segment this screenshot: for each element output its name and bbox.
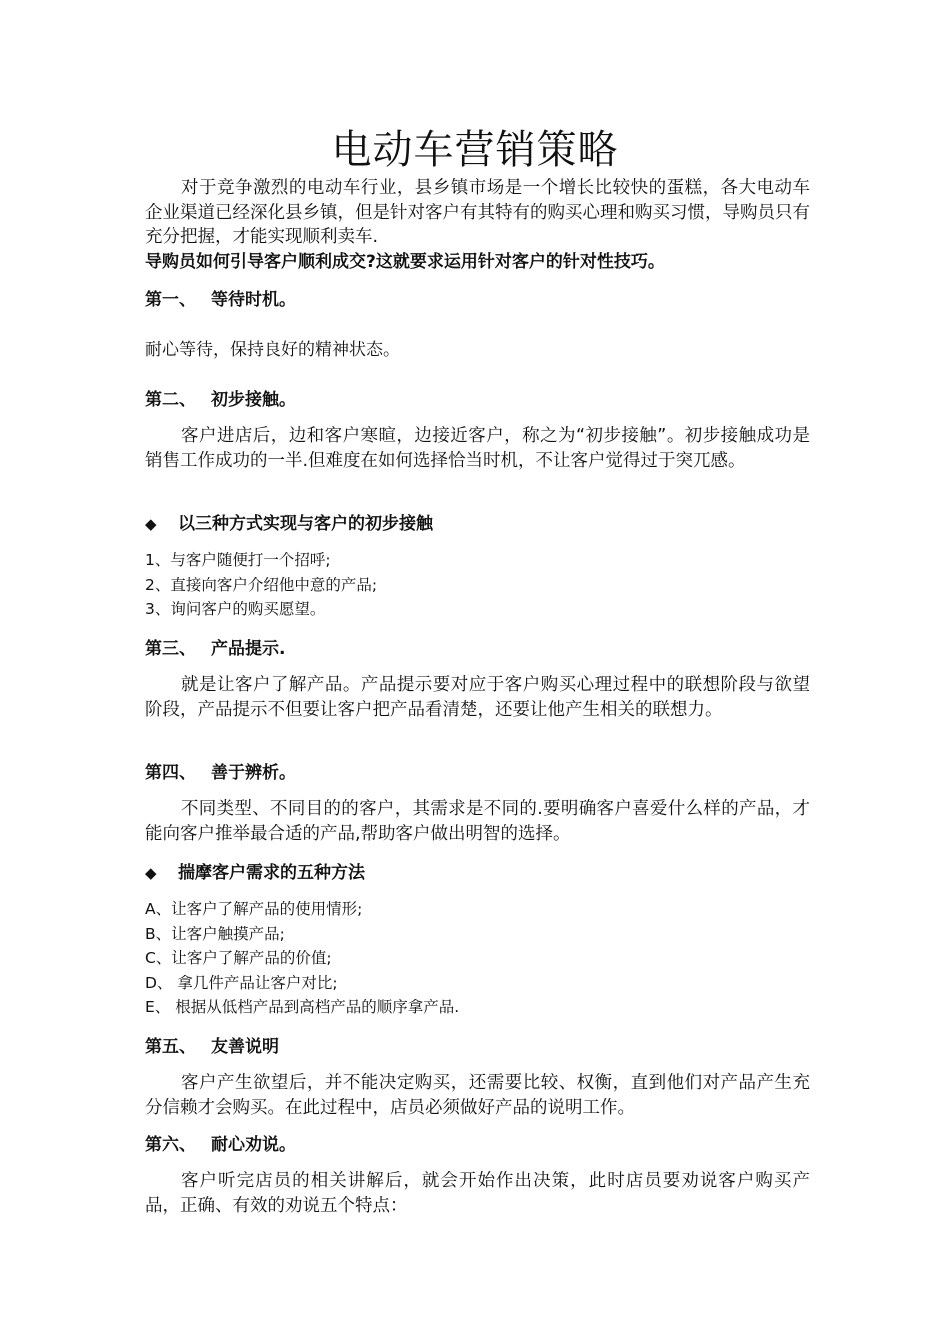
section-label: 第四、 bbox=[145, 763, 196, 783]
diamond-bullet-icon: ◆ bbox=[145, 864, 157, 882]
subsection-heading-2 bbox=[145, 861, 810, 885]
section-title: 产品提示. bbox=[211, 639, 286, 659]
list-item: B、让客户触摸产品; bbox=[145, 924, 285, 943]
section-heading-2 bbox=[145, 388, 810, 412]
section-label: 第三、 bbox=[145, 639, 196, 659]
list-item: 2、直接向客户介绍他中意的产品; bbox=[145, 575, 378, 594]
section-title: 初步接触。 bbox=[211, 390, 296, 410]
subsection-title: 揣摩客户需求的五种方法 bbox=[178, 863, 365, 883]
section-label: 第一、 bbox=[145, 290, 196, 310]
list-item: E、 根据从低档产品到高档产品的顺序拿产品. bbox=[145, 998, 460, 1016]
intro-paragraph: 对于竞争激烈的电动车行业，县乡镇市场是一个增长比较快的蛋糕，各大电动车企业渠道已经深化县乡镇，但是针对客户有其特有的购买心理和购买习惯，导购员只有充分把握，才能实现顺利卖车. bbox=[145, 178, 810, 247]
list-item: D、 拿几件产品让客户对比; bbox=[145, 973, 338, 992]
section-title: 等待时机。 bbox=[211, 290, 296, 310]
subsection-heading-1 bbox=[145, 512, 810, 536]
section-label: 第五、 bbox=[145, 1037, 196, 1057]
section-title: 耐心劝说。 bbox=[211, 1135, 296, 1155]
intro-question: 导购员如何引导客户顺利成交?这就要求运用针对客户的针对性技巧。 bbox=[145, 252, 665, 272]
section-body-2: 客户进店后，边和客户寒暄，边接近客户，称之为“初步接触”。初步接触成功是销售工作成功的一半.但难度在如何选择恰当时机，不让客户觉得过于突兀感。 bbox=[145, 426, 810, 471]
subsection-list-1 bbox=[145, 548, 810, 622]
section-heading-5 bbox=[145, 1035, 810, 1059]
list-item: 1、与客户随便打一个招呼; bbox=[145, 551, 331, 569]
section-title: 友善说明 bbox=[211, 1037, 279, 1057]
section-body-4: 不同类型、不同目的的客户，其需求是不同的.要明确客户喜爱什么样的产品，才能向客户推举最合适的产品,帮助客户做出明智的选择。 bbox=[145, 799, 810, 844]
section-body-6: 客户听完店员的相关讲解后，就会开始作出决策，此时店员要劝说客户购买产品，正确、有效的劝说五个特点： bbox=[145, 1171, 810, 1216]
document-title: 电动车营销策略 bbox=[331, 127, 619, 173]
section-heading-3 bbox=[145, 637, 810, 661]
section-body-3: 就是让客户了解产品。产品提示要对应于客户购买心理过程中的联想阶段与欲望阶段，产品提示不但要让客户把产品看清楚，还要让他产生相关的联想力。 bbox=[145, 675, 810, 720]
subsection-list-2 bbox=[145, 897, 810, 1020]
section-body-1: 耐心等待，保持良好的精神状态。 bbox=[145, 340, 400, 360]
section-body-5: 客户产生欲望后，并不能决定购买，还需要比较、权衡，直到他们对产品产生充分信赖才会购买。在此过程中，店员必须做好产品的说明工作。 bbox=[145, 1073, 810, 1118]
list-item: 3、询问客户的购买愿望。 bbox=[145, 600, 326, 618]
list-item: A、让客户了解产品的使用情形; bbox=[145, 900, 363, 918]
list-item: C、让客户了解产品的价值; bbox=[145, 949, 332, 967]
diamond-bullet-icon: ◆ bbox=[145, 515, 157, 533]
subsection-title: 以三种方式实现与客户的初步接触 bbox=[178, 514, 433, 534]
section-heading-4 bbox=[145, 761, 810, 785]
section-label: 第二、 bbox=[145, 390, 196, 410]
section-title: 善于辨析。 bbox=[211, 763, 296, 783]
section-heading-6 bbox=[145, 1133, 810, 1157]
section-label: 第六、 bbox=[145, 1135, 196, 1155]
section-heading-1 bbox=[145, 288, 810, 312]
